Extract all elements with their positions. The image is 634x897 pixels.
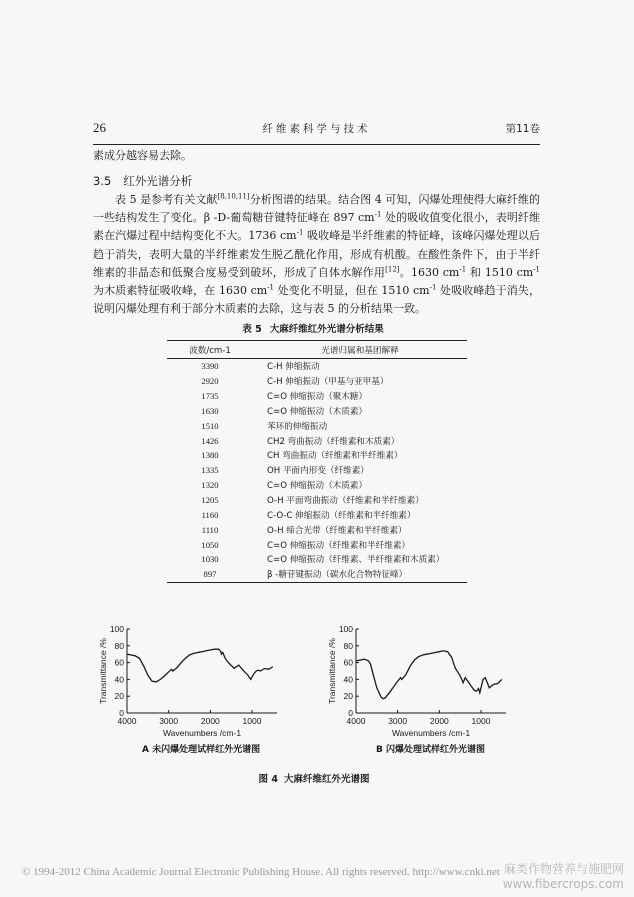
- table-row: [167, 389, 467, 404]
- table-row: [167, 463, 467, 478]
- ir-assignment-table: [167, 340, 467, 583]
- section-number: 3.5: [93, 174, 112, 188]
- watermark-line2: www.fibercrops.com: [502, 877, 624, 891]
- chart-b-x-tick-label: 2000: [429, 716, 449, 726]
- chart-a-x-axis-label: Wavenumbers /cm-1: [162, 728, 242, 738]
- chart-b-svg: [326, 624, 526, 739]
- chart-a-x-tick-label: 3000: [159, 716, 179, 726]
- table-row: [167, 404, 467, 419]
- table-row: [167, 507, 467, 522]
- cell-assignment: C=O 伸缩振动（木质素）: [267, 481, 368, 492]
- section-heading: [93, 173, 192, 189]
- cell-wavenumber: 1630: [201, 405, 219, 416]
- table-title: 大麻纤维红外光谱分析结果: [269, 324, 384, 335]
- chart-b-series-line: [356, 651, 502, 699]
- cell-wavenumber: 1160: [201, 509, 219, 520]
- table-caption: [0, 321, 634, 335]
- chart-b-y-tick-label: 0: [348, 708, 353, 718]
- chart-b-y-tick-label: 80: [343, 640, 353, 651]
- cell-assignment: CH 弯曲振动（纤维素和半纤维素）: [267, 451, 403, 462]
- chart-a-y-tick-label: 80: [114, 640, 124, 651]
- chart-a-x-tick-label: 2000: [200, 716, 220, 726]
- section-title: 红外光谱分析: [123, 174, 193, 188]
- cell-wavenumber: 2920: [201, 376, 219, 387]
- cell-assignment: C-O-C 伸缩振动（纤维素和半纤维素）: [267, 510, 416, 521]
- chart-b-x-axis-label: Wavenumbers /cm-1: [391, 728, 471, 738]
- cell-assignment: 苯环的伸缩振动: [267, 421, 328, 432]
- cell-wavenumber: 1335: [201, 465, 219, 476]
- chart-a-x-tick-label: 4000: [117, 716, 137, 726]
- chart-b-x-tick-label: 1000: [471, 716, 491, 726]
- cell-wavenumber: 1510: [201, 420, 219, 431]
- cell-wavenumber: 1320: [201, 480, 219, 491]
- cell-wavenumber: 1735: [201, 391, 219, 402]
- cell-assignment: C=O 伸缩振动（纤维素和半纤维素）: [267, 540, 411, 551]
- table-row: [167, 522, 467, 537]
- cell-assignment: O-H 平面弯曲振动（纤维素和半纤维素）: [267, 496, 424, 507]
- cell-assignment: OH 平面内形变（纤维素）: [267, 466, 369, 477]
- chart-a-x-tick-label: 1000: [242, 716, 262, 726]
- table-row: [167, 374, 467, 389]
- table-row: [167, 359, 467, 374]
- chart-b-y-tick-label: 60: [343, 657, 353, 668]
- cell-wavenumber: 3390: [201, 361, 219, 372]
- table-row: [167, 478, 467, 493]
- page-number: 26: [93, 120, 106, 135]
- chart-b-y-tick-label: 40: [343, 674, 353, 685]
- cell-assignment: CH2 弯曲振动（纤维素和木质素）: [267, 436, 400, 447]
- subcaption-b: B 闪爆处理试样红外光谱图: [376, 745, 485, 755]
- chart-a-y-tick-label: 40: [114, 674, 124, 685]
- cell-wavenumber: 1110: [201, 524, 219, 535]
- cell-assignment: C-H 伸缩振动（甲基与亚甲基）: [267, 377, 389, 388]
- col-header-wavenumber: 波数/cm-1: [167, 341, 253, 359]
- watermark-line1: 麻类作物营养与施肥网: [503, 862, 624, 876]
- page-header: [93, 118, 540, 145]
- watermark: [503, 862, 624, 892]
- table-row: [167, 493, 467, 508]
- chart-b-x-tick-label: 3000: [388, 716, 408, 726]
- chart-a-y-axis-label: Transmittance /%: [98, 638, 108, 704]
- chart-b-y-tick-label: 20: [343, 691, 353, 702]
- table-row: [167, 537, 467, 552]
- subcaption-a: A 未闪爆处理试样红外光谱图: [142, 745, 261, 755]
- cell-wavenumber: 1050: [201, 539, 219, 550]
- chart-a-y-tick-label: 60: [114, 657, 124, 668]
- chart-a-y-tick-label: 100: [109, 624, 124, 634]
- col-header-assignment: 光谱归属和基团解释: [253, 341, 467, 359]
- body-paragraph: 表 5 是参考有关文献[8,10,11]分析图谱的结果。结合图 4 可知，闪爆处理使得大麻纤维的一些结构发生了变化。β -D-葡萄糖苷键特征峰在 897 $cm^{-1}$ 处的吸收值变化很小，表明纤维素在汽爆过程中结构变化不大。1736 $cm^{-1}$ 吸收峰是半纤维素的特征峰，该峰闪爆处理以后趋于消失，表明大量的半纤维素发生脱乙酰化作用，形成有机酸。在酸性条件下，由于半纤维素的非晶态和低聚合度易受到破坏，形成了自体水解作用[12]。1630 $cm^{-1}$ 和 1510 $cm^{-1}$ 为木质素特征吸收峰，在 1630 $cm^{-1}$ 处变化不明显，但在 1510 $cm^{-1}$ 处吸收峰趋于消失，说明闪爆处理有利于部分木质素的去除，这与表 5 的分析结果一致。: [93, 192, 541, 316]
- cell-wavenumber: 1205: [201, 495, 219, 506]
- table-row: [167, 418, 467, 433]
- figure-title: 大麻纤维红外光谱图: [283, 774, 370, 785]
- chart-b-y-tick-label: 100: [338, 624, 353, 634]
- copyright-footer: © 1994-2012 China Academic Journal Electronic Publishing House. All rights reserved. http://www.cnki.net: [22, 866, 500, 878]
- journal-title: 纤维素科学与技术: [262, 123, 371, 135]
- chart-b-y-axis-label: Transmittance /%: [327, 638, 337, 704]
- table-header-row: [167, 341, 467, 359]
- table-row: [167, 552, 467, 567]
- cell-assignment: C=O 伸缩振动（木质素）: [267, 406, 368, 417]
- chart-a-y-tick-label: 0: [119, 708, 124, 718]
- cell-wavenumber: 1426: [201, 435, 219, 446]
- cell-wavenumber: 897: [167, 567, 253, 582]
- cell-assignment: C=O 伸缩振动（聚木糖）: [267, 392, 368, 403]
- chart-a-svg: [97, 624, 297, 739]
- cell-assignment: C=O 伸缩振动（纤维素、半纤维素和木质素）: [267, 555, 445, 566]
- ir-spectrum-b: [326, 624, 526, 743]
- chart-a-series-line: [127, 649, 273, 682]
- figure-caption: [0, 771, 634, 785]
- table-label: 表 5: [242, 324, 262, 335]
- chart-b-x-tick-label: 4000: [346, 716, 366, 726]
- cell-wavenumber: 1030: [201, 554, 219, 565]
- cell-assignment: C-H 伸缩振动: [267, 362, 320, 373]
- intro-line: 素成分越容易去除。: [93, 149, 192, 162]
- volume-label: 第11卷: [505, 123, 540, 135]
- chart-a-y-tick-label: 20: [114, 691, 124, 702]
- table-row: [167, 567, 467, 582]
- cell-wavenumber: 1380: [201, 450, 219, 461]
- cell-assignment: β -糖苷键振动（碳水化合物特征峰）: [253, 567, 467, 582]
- cell-assignment: O-H 缔合光带（纤维素和半纤维素）: [267, 525, 407, 536]
- table-row: [167, 433, 467, 448]
- figure-label: 图 4: [258, 774, 278, 785]
- table-row: [167, 448, 467, 463]
- ir-spectrum-a: [97, 624, 297, 743]
